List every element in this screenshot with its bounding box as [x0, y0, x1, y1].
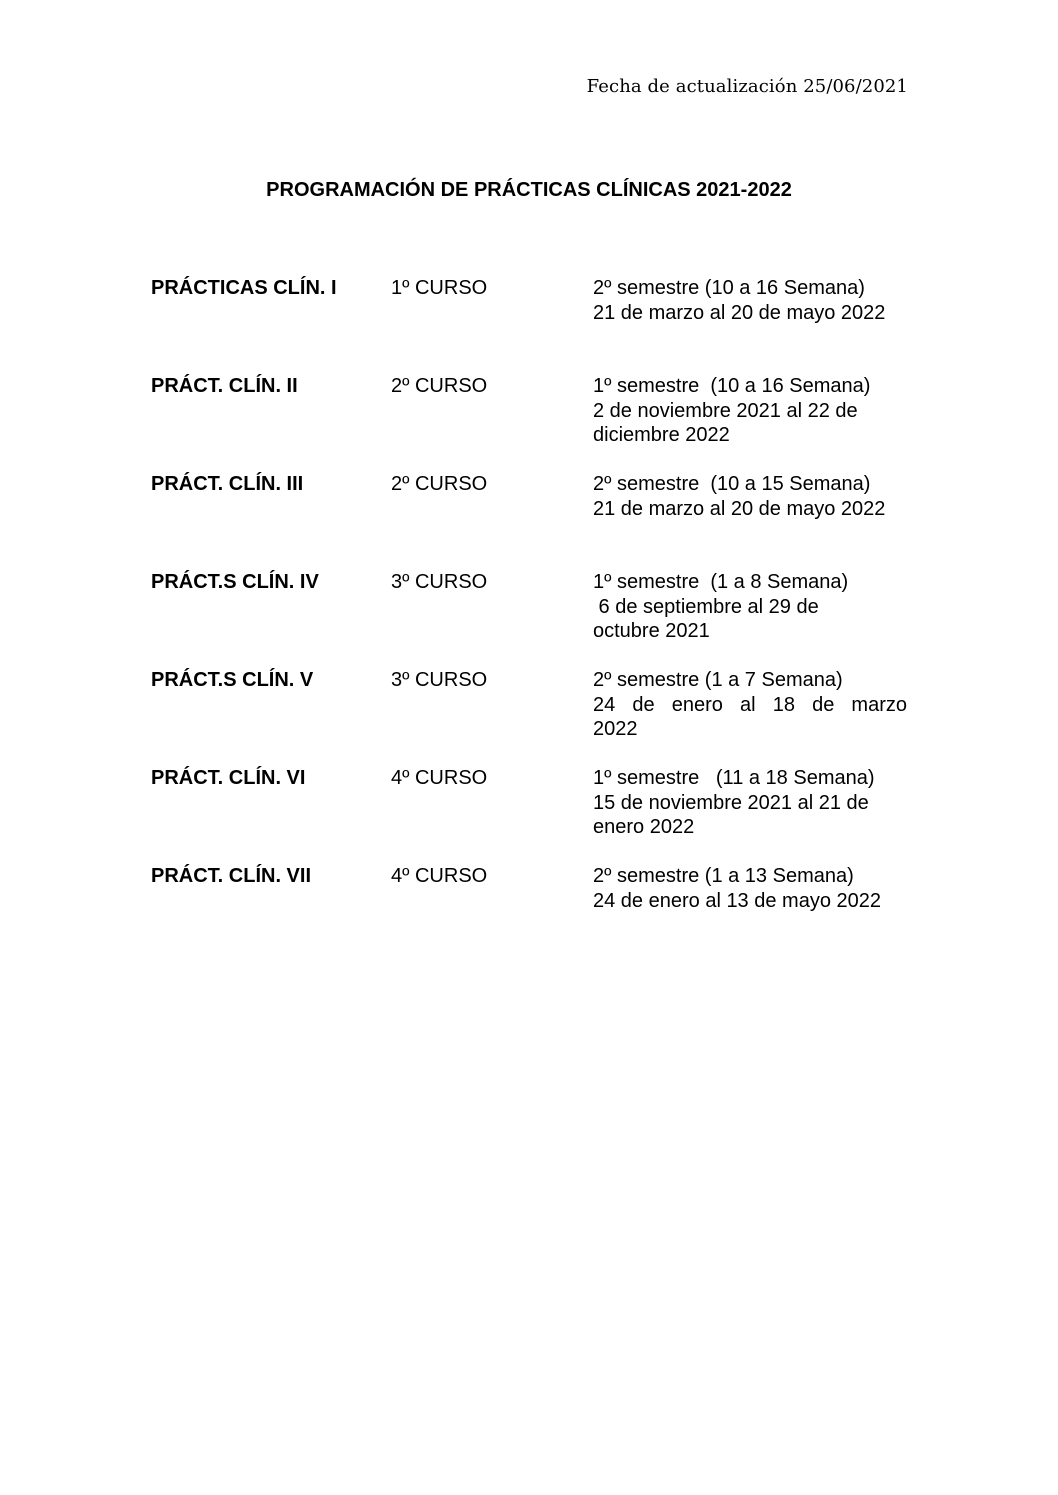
course-year: 2º CURSO: [391, 375, 488, 397]
course-year: 4º CURSO: [391, 767, 488, 789]
course-year: 4º CURSO: [391, 865, 488, 887]
page-title: PROGRAMACIÓN DE PRÁCTICAS CLÍNICAS 2021-2022: [266, 179, 792, 201]
course-year: 3º CURSO: [391, 669, 488, 691]
schedule-dates: [593, 472, 913, 521]
schedule-dates: [593, 864, 913, 913]
date-range-line: enero 2022: [593, 816, 695, 838]
date-range-line: 24 de enero al 13 de mayo 2022: [593, 889, 881, 912]
subject-name: PRÁCT. CLÍN. VI: [151, 767, 306, 789]
date-range-line: 24 de enero al 18 de marzo: [593, 693, 907, 716]
date-range-line: 15 de noviembre 2021 al 21 de: [593, 791, 869, 814]
course-year: 3º CURSO: [391, 571, 488, 593]
date-range-line: diciembre 2022: [593, 424, 730, 446]
semester-line: 2º semestre (1 a 13 Semana): [593, 865, 854, 887]
date-range-line: 2022: [593, 718, 638, 740]
date-range-line: octubre 2021: [593, 620, 710, 642]
schedule-dates: [593, 276, 913, 325]
date-range-line: 6 de septiembre al 29 de: [593, 595, 819, 618]
schedule-dates: [593, 570, 913, 644]
semester-line: 1º semestre (10 a 16 Semana): [593, 375, 871, 397]
schedule-dates: [593, 668, 913, 742]
date-range-line: 21 de marzo al 20 de mayo 2022: [593, 497, 886, 520]
subject-name: PRÁCT. CLÍN. II: [151, 375, 298, 397]
subject-name: PRÁCTICAS CLÍN. I: [151, 277, 337, 299]
schedule-dates: [593, 374, 913, 448]
schedule-dates: [593, 766, 913, 840]
semester-line: 1º semestre (1 a 8 Semana): [593, 571, 849, 593]
semester-line: 1º semestre (11 a 18 Semana): [593, 767, 875, 789]
subject-name: PRÁCT.S CLÍN. V: [151, 669, 314, 691]
subject-name: PRÁCT.S CLÍN. IV: [151, 571, 319, 593]
semester-line: 2º semestre (10 a 16 Semana): [593, 277, 865, 299]
subject-name: PRÁCT. CLÍN. III: [151, 473, 304, 495]
course-year: 1º CURSO: [391, 277, 488, 299]
semester-line: 2º semestre (1 a 7 Semana): [593, 669, 843, 691]
semester-line: 2º semestre (10 a 15 Semana): [593, 473, 871, 495]
course-year: 2º CURSO: [391, 473, 488, 495]
update-date: Fecha de actualización 25/06/2021: [586, 76, 908, 97]
date-range-line: 2 de noviembre 2021 al 22 de: [593, 399, 858, 422]
subject-name: PRÁCT. CLÍN. VII: [151, 865, 312, 887]
date-range-line: 21 de marzo al 20 de mayo 2022: [593, 301, 886, 324]
